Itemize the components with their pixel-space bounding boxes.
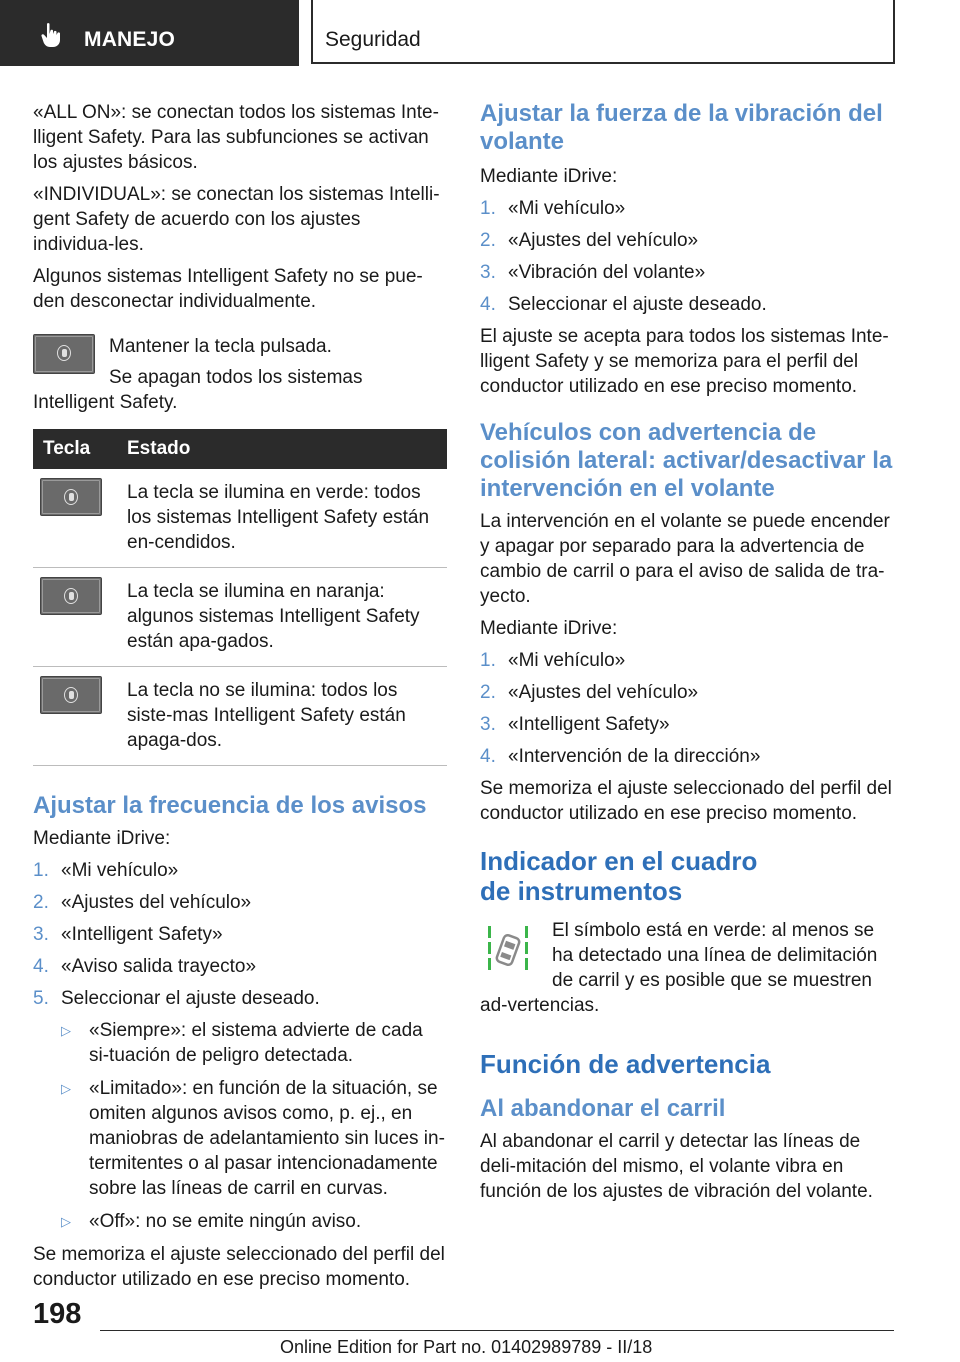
edition-note: Online Edition for Part no. 01402989789 - II/18 [280,1337,653,1357]
heading-instrument-indicator: Indicador en el cuadro de instrumentos [480,846,758,906]
heading-lateral-collision: Vehículos con advertencia de colisión lateral: activar/desactivar la intervención en el volante [480,419,893,502]
section-title: Seguridad [325,28,421,51]
hold-key-block [33,334,447,415]
key-status-table [33,429,447,766]
triangle-bullet-icon: ▷ [61,1214,71,1229]
list-item: 5. Seleccionar el ajuste deseado. [33,988,320,1009]
list-item: 1. «Mi vehículo» [480,198,626,219]
lane-departure-icon [486,922,530,974]
lateral-steps [480,648,894,769]
heading-leaving-lane: Al abandonar el carril [480,1095,726,1122]
list-item: 3. «Intelligent Safety» [33,924,223,945]
vibration-outro: El ajuste se acepta para todos los sistemas Inte‐lligent Safety y se memoriza para el perfil del conductor utilizado en ese preciso momento. [480,326,889,397]
list-item: 3. «Intelligent Safety» [480,714,670,735]
idrive-intro: Mediante iDrive: [480,618,618,639]
frequency-options [33,1018,447,1234]
idrive-intro: Mediante iDrive: [33,828,171,849]
list-item: 4. Seleccionar el ajuste deseado. [480,294,767,315]
table-header-status: Estado [127,429,447,469]
list-item: ▷ «Limitado»: en función de la situación, se omiten algunos avisos como, p. ej., en maniobras de adelantamiento sin luces in‐termitentes o al pasar intencionadamente sobre las líneas de carril en curvas. [61,1078,445,1199]
triangle-bullet-icon: ▷ [61,1081,71,1096]
vibration-steps [480,196,894,317]
table-row [33,469,447,568]
heading-warning-frequency: Ajustar la frecuencia de los avisos [33,792,427,819]
chapter-title: MANEJO [84,28,176,51]
table-header-key: Tecla [33,429,127,469]
lateral-paragraph: La intervención en el volante se puede encender y apagar por separado para la advertencia de cambio de carril o para el aviso de salida de tra‐yecto. [480,511,890,607]
paragraph-all-on: «ALL ON»: se conectan todos los sistemas Inte‐lligent Safety. Para las subfunciones se activan los ajustes básicos. [33,102,439,173]
indicator-paragraph: El símbolo está en verde: al menos se ha detectado una línea de delimitación de carril y es posible que se muestren ad‐vertencias. [480,920,878,1016]
heading-steering-vibration: Ajustar la fuerza de la vibración del volante [480,100,883,155]
list-item: 4. «Aviso salida trayecto» [33,956,257,977]
intelligent-safety-button-icon [33,334,95,374]
table-row [33,667,447,766]
list-item: 3. «Vibración del volante» [480,262,706,283]
list-item: 1. «Mi vehículo» [480,650,626,671]
hand-pointer-icon [40,22,64,48]
leaving-lane-paragraph: Al abandonar el carril y detectar las líneas de deli‐mitación del mismo, el volante vibra en función de los ajustes de vibración del volante. [480,1131,873,1202]
intelligent-safety-button-icon [40,676,102,714]
list-item: ▷ «Siempre»: el sistema advierte de cada si‐tuación de peligro detectada. [61,1020,423,1066]
paragraph-not-disconnectable: Algunos sistemas Intelligent Safety no se pue‐den desconectar individualmente. [33,266,423,312]
indicator-block [480,918,894,1025]
frequency-outro: Se memoriza el ajuste seleccionado del perfil del conductor utilizado en ese preciso momento. [33,1244,445,1290]
frequency-steps [33,858,447,1011]
intelligent-safety-button-icon [40,478,102,516]
status-off: La tecla no se ilumina: todos los siste‐mas Intelligent Safety están apaga‐dos. [127,667,447,766]
list-item: 2. «Ajustes del vehículo» [480,230,699,251]
lateral-outro: Se memoriza el ajuste seleccionado del perfil del conductor utilizado en ese preciso momento. [480,778,892,824]
table-row [33,568,447,667]
heading-warning-function: Función de advertencia [480,1049,771,1079]
paragraph-individual: «INDIVIDUAL»: se conectan los sistemas Intelli‐gent Safety de acuerdo con los ajustes individua‐les. [33,184,440,255]
list-item: 2. «Ajustes del vehículo» [480,682,699,703]
right-column [480,100,894,1211]
list-item: ▷ «Off»: no se emite ningún aviso. [61,1211,362,1232]
idrive-intro: Mediante iDrive: [480,166,618,187]
chapter-tab [0,0,299,66]
hold-key-line1: Mantener la tecla pulsada. [109,336,332,357]
footer-divider [100,1330,894,1331]
hold-key-line2: Se apagan todos los sistemas Intelligent Safety. [33,367,363,413]
intelligent-safety-button-icon [40,577,102,615]
list-item: 4. «Intervención de la dirección» [480,746,761,767]
status-orange: La tecla se ilumina en naranja: algunos sistemas Intelligent Safety están apa‐gados. [127,568,447,667]
list-item: 1. «Mi vehículo» [33,860,179,881]
triangle-bullet-icon: ▷ [61,1023,71,1038]
status-green: La tecla se ilumina en verde: todos los sistemas Intelligent Safety están en‐cendidos. [127,469,447,568]
page-number: 198 [33,1298,82,1330]
left-column [33,100,447,1299]
list-item: 2. «Ajustes del vehículo» [33,892,252,913]
